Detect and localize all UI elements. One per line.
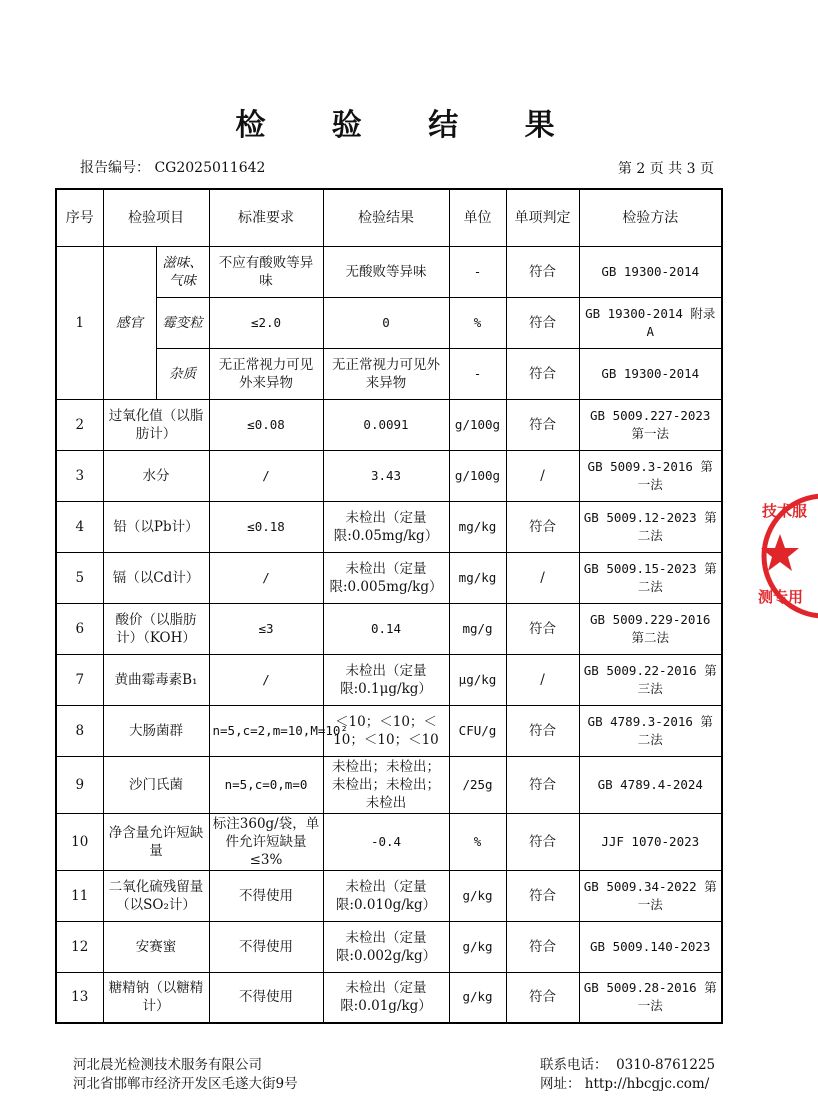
verdict-cell: 符合 [506,921,579,972]
company-address: 河北省邯郸市经济开发区毛遂大街9号 [73,1076,298,1092]
row-number: 10 [56,813,103,870]
seal-stamp [758,490,818,622]
unit-cell: mg/g [449,603,506,654]
method-cell: GB 5009.229-2016 第二法 [579,603,722,654]
unit-cell: % [449,297,506,348]
result-cell: 无正常视力可见外来异物 [323,348,449,399]
row-number: 7 [56,654,103,705]
unit-cell: g/100g [449,450,506,501]
item-name: 二氧化硫残留量（以SO₂计） [103,870,209,921]
method-cell: JJF 1070-2023 [579,813,722,870]
table-row [56,399,722,450]
method-cell: GB 5009.3-2016 第一法 [579,450,722,501]
table-row [56,297,722,348]
footer-company-block [73,1056,298,1094]
verdict-cell: 符合 [506,972,579,1023]
requirement-cell: n=5,c=0,m=0 [209,756,323,813]
results-table [55,188,723,1024]
requirement-cell: n=5,c=2,m=10,M=10² [209,705,323,756]
method-cell: GB 4789.4-2024 [579,756,722,813]
unit-cell: CFU/g [449,705,506,756]
unit-cell: g/100g [449,399,506,450]
unit-cell: g/kg [449,972,506,1023]
verdict-cell: 符合 [506,399,579,450]
column-header: 单项判定 [506,189,579,246]
result-cell: 未检出（定量限:0.005mg/kg） [323,552,449,603]
item-name: 镉（以Cd计） [103,552,209,603]
table-row [56,348,722,399]
item-name: 水分 [103,450,209,501]
item-name: 铅（以Pb计） [103,501,209,552]
row-number: 1 [56,246,103,399]
verdict-cell: 符合 [506,246,579,297]
requirement-cell: ≤0.08 [209,399,323,450]
verdict-cell: 符合 [506,348,579,399]
method-cell: GB 5009.22-2016 第三法 [579,654,722,705]
result-cell: 3.43 [323,450,449,501]
item-name: 糖精钠（以糖精计） [103,972,209,1023]
method-cell: GB 5009.12-2023 第二法 [579,501,722,552]
table-row [56,870,722,921]
table-row [56,705,722,756]
item-name: 酸价（以脂肪计）（KOH） [103,603,209,654]
column-header: 检验项目 [103,189,209,246]
row-number: 12 [56,921,103,972]
table-row [56,603,722,654]
row-number: 6 [56,603,103,654]
column-header: 单位 [449,189,506,246]
unit-cell: g/kg [449,870,506,921]
unit-cell: % [449,813,506,870]
item-name: 净含量允许短缺量 [103,813,209,870]
method-cell: GB 5009.15-2023 第二法 [579,552,722,603]
verdict-cell: 符合 [506,297,579,348]
unit-cell: /25g [449,756,506,813]
result-cell: 0.0091 [323,399,449,450]
verdict-cell: / [506,654,579,705]
result-cell: -0.4 [323,813,449,870]
page-count: 第 2 页 共 3 页 [617,161,714,177]
table-row [56,654,722,705]
sub-item-name: 霉变粒 [156,297,209,348]
unit-cell: - [449,348,506,399]
unit-cell: mg/kg [449,501,506,552]
row-number: 13 [56,972,103,1023]
unit-cell: g/kg [449,921,506,972]
method-cell: GB 5009.227-2023 第一法 [579,399,722,450]
requirement-cell: 不得使用 [209,972,323,1023]
seal-text-top: 技术服 [762,502,808,520]
seal-text-bottom: 测专用 [758,588,804,606]
requirement-cell: 无正常视力可见外来异物 [209,348,323,399]
result-cell: 未检出（定量限:0.1μg/kg） [323,654,449,705]
table-header-row [56,189,722,246]
table-row [56,813,722,870]
verdict-cell: 符合 [506,501,579,552]
result-cell: 未检出（定量限:0.05mg/kg） [323,501,449,552]
requirement-cell: / [209,552,323,603]
contact-phone: 联系电话： 0310-8761225 [540,1057,716,1073]
result-cell: 0.14 [323,603,449,654]
verdict-cell: / [506,552,579,603]
item-name: 大肠菌群 [103,705,209,756]
requirement-cell: / [209,450,323,501]
contact-website[interactable]: 网址： http://hbcgjc.com/ [540,1076,710,1092]
sub-item-name: 滋味、气味 [156,246,209,297]
table-row [56,972,722,1023]
verdict-cell: 符合 [506,870,579,921]
requirement-cell: / [209,654,323,705]
row-number: 8 [56,705,103,756]
row-number: 5 [56,552,103,603]
result-cell: 未检出（定量限:0.01g/kg） [323,972,449,1023]
method-cell: GB 5009.140-2023 [579,921,722,972]
row-number: 3 [56,450,103,501]
row-number: 11 [56,870,103,921]
row-number: 4 [56,501,103,552]
item-name: 黄曲霉毒素B₁ [103,654,209,705]
table-row [56,501,722,552]
requirement-cell: 不得使用 [209,921,323,972]
unit-cell: μg/kg [449,654,506,705]
result-cell: 未检出；未检出；未检出；未检出；未检出 [323,756,449,813]
verdict-cell: / [506,450,579,501]
row-number: 9 [56,756,103,813]
column-header: 标准要求 [209,189,323,246]
requirement-cell: ≤3 [209,603,323,654]
item-name: 过氧化值（以脂肪计） [103,399,209,450]
column-header: 序号 [56,189,103,246]
result-cell: 0 [323,297,449,348]
column-header: 检验方法 [579,189,722,246]
report-number: 报告编号： CG2025011642 [80,160,266,176]
requirement-cell: 标注360g/袋，单件允许短缺量≤3% [209,813,323,870]
verdict-cell: 符合 [506,603,579,654]
method-cell: GB 19300-2014 [579,348,722,399]
method-cell: GB 5009.34-2022 第一法 [579,870,722,921]
company-name: 河北晨光检测技术服务有限公司 [73,1057,262,1073]
result-cell: 未检出（定量限:0.010g/kg） [323,870,449,921]
requirement-cell: ≤2.0 [209,297,323,348]
method-cell: GB 19300-2014 附录A [579,297,722,348]
verdict-cell: 符合 [506,705,579,756]
method-cell: GB 19300-2014 [579,246,722,297]
row-number: 2 [56,399,103,450]
table-row [56,756,722,813]
method-cell: GB 4789.3-2016 第二法 [579,705,722,756]
table-row [56,552,722,603]
verdict-cell: 符合 [506,813,579,870]
result-cell: 无酸败等异味 [323,246,449,297]
result-cell: 未检出（定量限:0.002g/kg） [323,921,449,972]
requirement-cell: ≤0.18 [209,501,323,552]
item-group-name: 感官 [103,246,156,399]
column-header: 检验结果 [323,189,449,246]
sub-item-name: 杂质 [156,348,209,399]
page-title: 检 验 结 果 [235,108,583,143]
table-row [56,921,722,972]
item-name: 沙门氏菌 [103,756,209,813]
verdict-cell: 符合 [506,756,579,813]
requirement-cell: 不应有酸败等异味 [209,246,323,297]
unit-cell: mg/kg [449,552,506,603]
unit-cell: - [449,246,506,297]
result-cell: ＜10；＜10；＜10；＜10；＜10 [323,705,449,756]
footer-contact-block [540,1056,715,1094]
table-row [56,246,722,297]
method-cell: GB 5009.28-2016 第一法 [579,972,722,1023]
requirement-cell: 不得使用 [209,870,323,921]
table-row [56,450,722,501]
item-name: 安赛蜜 [103,921,209,972]
